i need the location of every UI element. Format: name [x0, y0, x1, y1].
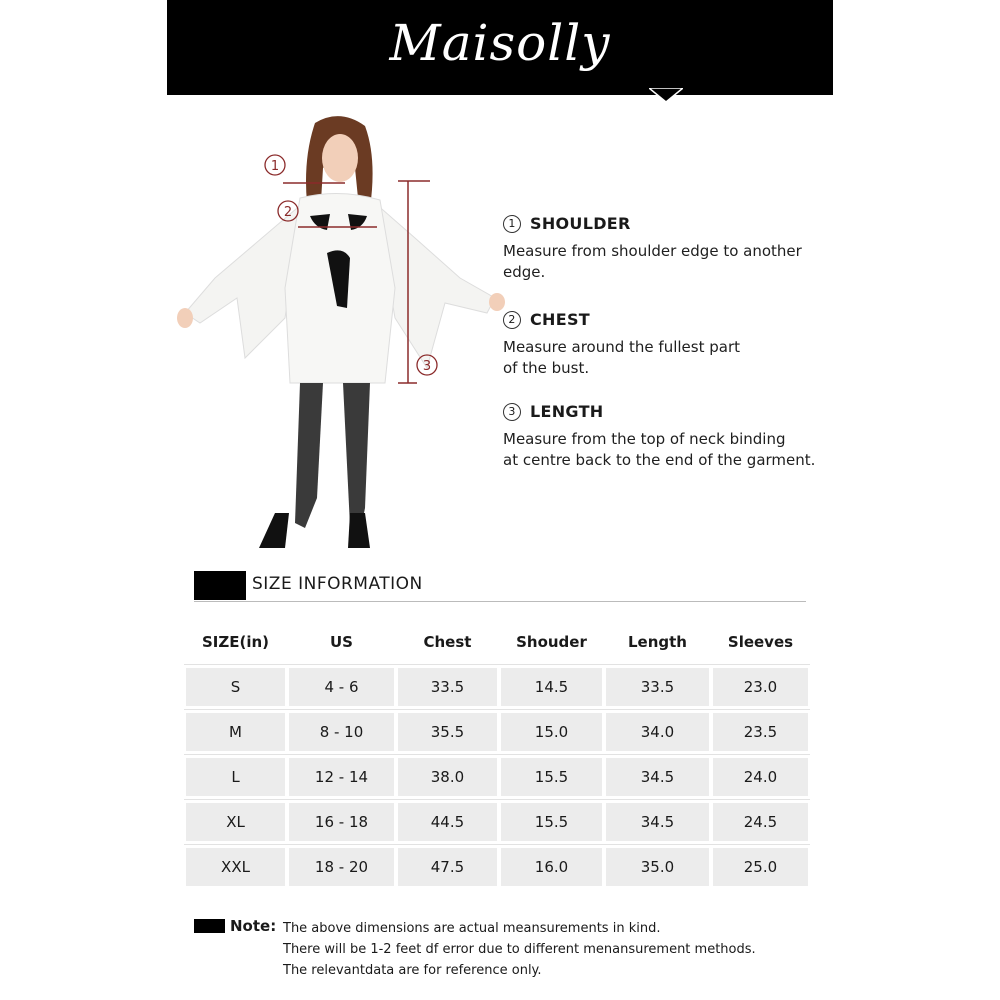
measure-title: CHEST [530, 310, 590, 329]
measure-title: SHOULDER [530, 214, 631, 233]
header-cell: Shouder [516, 633, 587, 651]
table-cell: 15.0 [501, 713, 602, 751]
table-header-row [184, 620, 810, 664]
size-table [184, 620, 810, 889]
note-label: Note: [230, 917, 277, 935]
header-cell: SIZE(in) [201, 633, 270, 651]
measure-description [503, 429, 815, 471]
table-cell: 24.5 [713, 803, 808, 841]
table-cell: 14.5 [501, 668, 602, 706]
desc-line: Measure from shoulder edge to another [503, 242, 802, 260]
measure-chest [503, 310, 740, 379]
table-cell: 16.0 [501, 848, 602, 886]
table-cell: 24.0 [713, 758, 808, 796]
table-cell: 35.5 [398, 713, 497, 751]
table-cell: 15.5 [501, 758, 602, 796]
note-line: There will be 1-2 feet df error due to different menansurement methods. [283, 942, 756, 957]
note-line: The relevantdata are for reference only. [283, 963, 542, 978]
marker-label-2: 2 [283, 205, 293, 220]
measure-shoulder [503, 214, 802, 283]
number-circle-icon: 3 [503, 403, 521, 421]
desc-line: of the bust. [503, 359, 590, 377]
measure-description [503, 241, 802, 283]
table-cell: M [186, 713, 285, 751]
measure-title: LENGTH [530, 402, 604, 421]
table-cell: 16 - 18 [289, 803, 394, 841]
table-cell: 34.0 [606, 713, 709, 751]
marker-label-1: 1 [270, 159, 280, 174]
table-row [184, 664, 810, 709]
desc-line: Measure around the fullest part [503, 338, 740, 356]
table-row [184, 709, 810, 754]
table-cell: 23.0 [713, 668, 808, 706]
table-cell: XXL [186, 848, 285, 886]
measure-description [503, 337, 740, 379]
desc-line: edge. [503, 263, 546, 281]
note-line: The above dimensions are actual meansurements in kind. [283, 921, 661, 936]
table-cell: 4 - 6 [289, 668, 394, 706]
desc-line: Measure from the top of neck binding [503, 430, 786, 448]
table-cell: 38.0 [398, 758, 497, 796]
table-row [184, 754, 810, 799]
table-cell: 35.0 [606, 848, 709, 886]
table-cell: 34.5 [606, 803, 709, 841]
number-circle-icon: 2 [503, 311, 521, 329]
table-cell: L [186, 758, 285, 796]
measure-length [503, 402, 815, 471]
model-figure [165, 108, 505, 568]
table-cell: 25.0 [713, 848, 808, 886]
table-row [184, 799, 810, 844]
table-cell: 33.5 [606, 668, 709, 706]
table-cell: 12 - 14 [289, 758, 394, 796]
brand-logo: Maisolly [389, 14, 611, 72]
heading-block [194, 571, 246, 600]
table-cell: 33.5 [398, 668, 497, 706]
note-block [194, 919, 225, 933]
marker-label-3: 3 [422, 359, 432, 374]
brand-header [167, 0, 833, 95]
header-cell: Length [627, 633, 687, 651]
table-cell: 8 - 10 [289, 713, 394, 751]
table-cell: 15.5 [501, 803, 602, 841]
number-circle-icon: 1 [503, 215, 521, 233]
desc-line: at centre back to the end of the garment. [503, 451, 816, 469]
table-cell: 23.5 [713, 713, 808, 751]
table-row [184, 844, 810, 889]
header-cell: Chest [423, 633, 472, 651]
table-cell: 18 - 20 [289, 848, 394, 886]
header-cell: US [330, 633, 353, 651]
notch-icon [649, 88, 683, 104]
table-cell: 47.5 [398, 848, 497, 886]
note-text [283, 918, 756, 981]
table-cell: 44.5 [398, 803, 497, 841]
header-cell: Sleeves [727, 633, 794, 651]
table-cell: 34.5 [606, 758, 709, 796]
table-cell: S [186, 668, 285, 706]
size-info-heading [194, 571, 806, 602]
size-info-title: SIZE INFORMATION [252, 574, 423, 594]
table-cell: XL [186, 803, 285, 841]
